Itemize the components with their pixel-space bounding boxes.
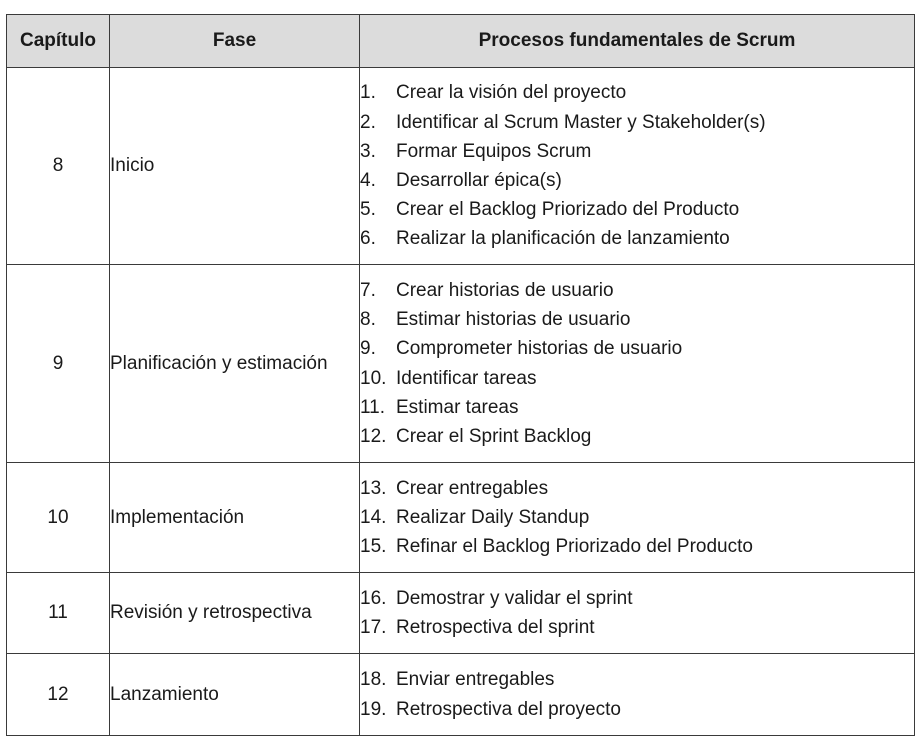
table-row xyxy=(7,573,915,654)
phase-cell: Lanzamiento xyxy=(110,654,360,736)
processes-cell xyxy=(360,463,915,573)
process-text: Desarrollar épica(s) xyxy=(396,170,562,191)
process-text: Crear el Backlog Priorizado del Producto xyxy=(396,199,740,221)
process-number: 5. xyxy=(360,199,376,221)
process-number: 13. xyxy=(360,477,387,499)
process-number: 9. xyxy=(360,338,376,360)
process-number: 16. xyxy=(360,587,387,609)
processes-cell xyxy=(360,265,915,463)
header-row xyxy=(7,15,915,68)
process-text: Comprometer historias de usuario xyxy=(396,338,683,360)
process-number: 18. xyxy=(360,669,387,691)
process-list xyxy=(360,78,914,253)
process-text: Refinar el Backlog Priorizado del Producto xyxy=(396,536,753,558)
table-row xyxy=(7,654,915,736)
process-text: Retrospectiva del proyecto xyxy=(396,698,621,720)
process-text: Identificar tareas xyxy=(396,367,537,389)
process-item xyxy=(360,584,914,613)
process-number: 6. xyxy=(360,228,376,250)
process-list xyxy=(360,474,914,562)
process-item xyxy=(360,108,914,137)
header-processes: Procesos fundamentales de Scrum xyxy=(360,15,915,68)
process-number: 17. xyxy=(360,617,387,638)
process-number: 7. xyxy=(360,279,376,301)
header-chapter: Capítulo xyxy=(7,15,110,68)
process-number: 1. xyxy=(360,82,376,104)
phase-cell: Inicio xyxy=(110,68,360,265)
process-number: 3. xyxy=(360,140,376,162)
process-number: 12. xyxy=(360,425,387,447)
chapter-cell: 9 xyxy=(7,265,110,463)
process-list xyxy=(360,665,914,723)
process-item xyxy=(360,532,914,561)
process-item xyxy=(360,166,914,195)
process-number: 19. xyxy=(360,698,387,720)
process-text: Identificar al Scrum Master y Stakeholder(s) xyxy=(396,111,766,133)
processes-cell xyxy=(360,654,915,736)
process-number: 4. xyxy=(360,170,376,191)
table-row xyxy=(7,463,915,573)
chapter-cell: 8 xyxy=(7,68,110,265)
processes-cell xyxy=(360,573,915,654)
process-item xyxy=(360,276,914,305)
process-text: Crear historias de usuario xyxy=(396,279,614,301)
process-item xyxy=(360,334,914,363)
table-row xyxy=(7,265,915,463)
process-item xyxy=(360,305,914,334)
chapter-cell: 12 xyxy=(7,654,110,736)
process-number: 14. xyxy=(360,506,387,528)
phase-cell: Planificación y estimación xyxy=(110,265,360,463)
process-number: 10. xyxy=(360,367,387,389)
process-text: Formar Equipos Scrum xyxy=(396,140,592,162)
process-item xyxy=(360,474,914,503)
process-item xyxy=(360,503,914,532)
process-item xyxy=(360,364,914,393)
process-number: 2. xyxy=(360,111,376,133)
process-text: Crear la visión del proyecto xyxy=(396,82,627,104)
process-item xyxy=(360,695,914,724)
process-text: Demostrar y validar el sprint xyxy=(396,587,633,609)
phase-cell: Implementación xyxy=(110,463,360,573)
process-item xyxy=(360,195,914,224)
process-text: Realizar la planificación de lanzamiento xyxy=(396,228,730,250)
process-number: 8. xyxy=(360,309,376,331)
process-item xyxy=(360,224,914,253)
chapter-cell: 11 xyxy=(7,573,110,654)
process-item xyxy=(360,422,914,451)
process-number: 11. xyxy=(360,396,386,418)
phase-cell: Revisión y retrospectiva xyxy=(110,573,360,654)
process-item xyxy=(360,78,914,107)
process-text: Crear el Sprint Backlog xyxy=(396,425,592,447)
process-text: Estimar tareas xyxy=(396,396,519,418)
processes-cell xyxy=(360,68,915,265)
process-item xyxy=(360,665,914,694)
header-phase: Fase xyxy=(110,15,360,68)
table-row xyxy=(7,68,915,265)
process-item xyxy=(360,613,914,642)
process-text: Crear entregables xyxy=(396,477,549,499)
process-list xyxy=(360,584,914,642)
process-text: Retrospectiva del sprint xyxy=(396,617,595,638)
process-number: 15. xyxy=(360,536,387,558)
scrum-phases-table xyxy=(6,14,915,736)
chapter-cell: 10 xyxy=(7,463,110,573)
process-text: Realizar Daily Standup xyxy=(396,506,590,528)
process-text: Enviar entregables xyxy=(396,669,555,691)
process-item xyxy=(360,137,914,166)
process-list xyxy=(360,276,914,451)
process-item xyxy=(360,393,914,422)
process-text: Estimar historias de usuario xyxy=(396,309,631,331)
